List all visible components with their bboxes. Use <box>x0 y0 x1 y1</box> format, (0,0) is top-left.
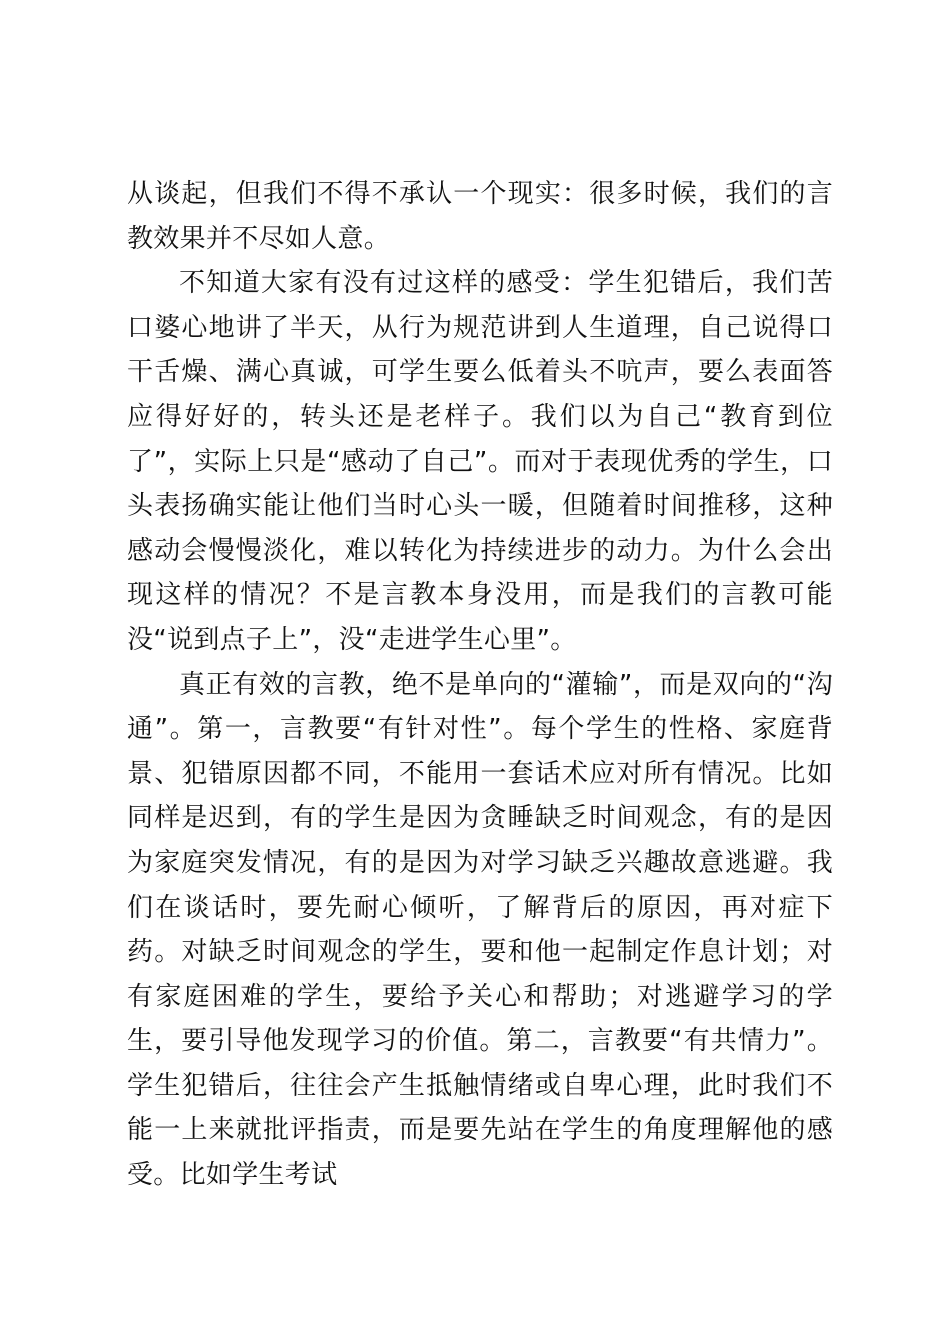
body-text <box>127 172 833 1198</box>
paragraph-continuation: 从谈起，但我们不得不承认一个现实：很多时候，我们的言教效果并不尽如人意。 <box>127 179 833 254</box>
paragraph-feelings: 不知道大家有没有过这样的感受：学生犯错后，我们苦口婆心地讲了半天，从行为规范讲到人生道理，自己说得口干舌燥、满心真诚，可学生要么低着头不吭声，要么表面答应得好好的，转头还是老样子。我们以为自己“教育到位了”，实际上只是“感动了自己”。而对于表现优秀的学生，口头表扬确实能让他们当时心头一暖，但随着时间推移，这种感动会慢慢淡化，难以转化为持续进步的动力。为什么会出现这样的情况？不是言教本身没用，而是我们的言教可能没“说到点子上”，没“走进学生心里”。 <box>127 268 833 655</box>
paragraph-effective-teaching: 真正有效的言教，绝不是单向的“灌输”，而是双向的“沟通”。第一，言教要“有针对性”。每个学生的性格、家庭背景、犯错原因都不同，不能用一套话术应对所有情况。比如同样是迟到，有的学生是因为贪睡缺乏时间观念，有的是因为家庭突发情况，有的是因为对学习缺乏兴趣故意逃避。我们在谈话时，要先耐心倾听，了解背后的原因，再对症下药。对缺乏时间观念的学生，要和他一起制定作息计划；对有家庭困难的学生，要给予关心和帮助；对逃避学习的学生，要引导他发现学习的价值。第二，言教要“有共情力”。学生犯错后，往往会产生抵触情绪或自卑心理，此时我们不能一上来就批评指责，而是要先站在学生的角度理解他的感受。比如学生考试 <box>127 669 833 1191</box>
